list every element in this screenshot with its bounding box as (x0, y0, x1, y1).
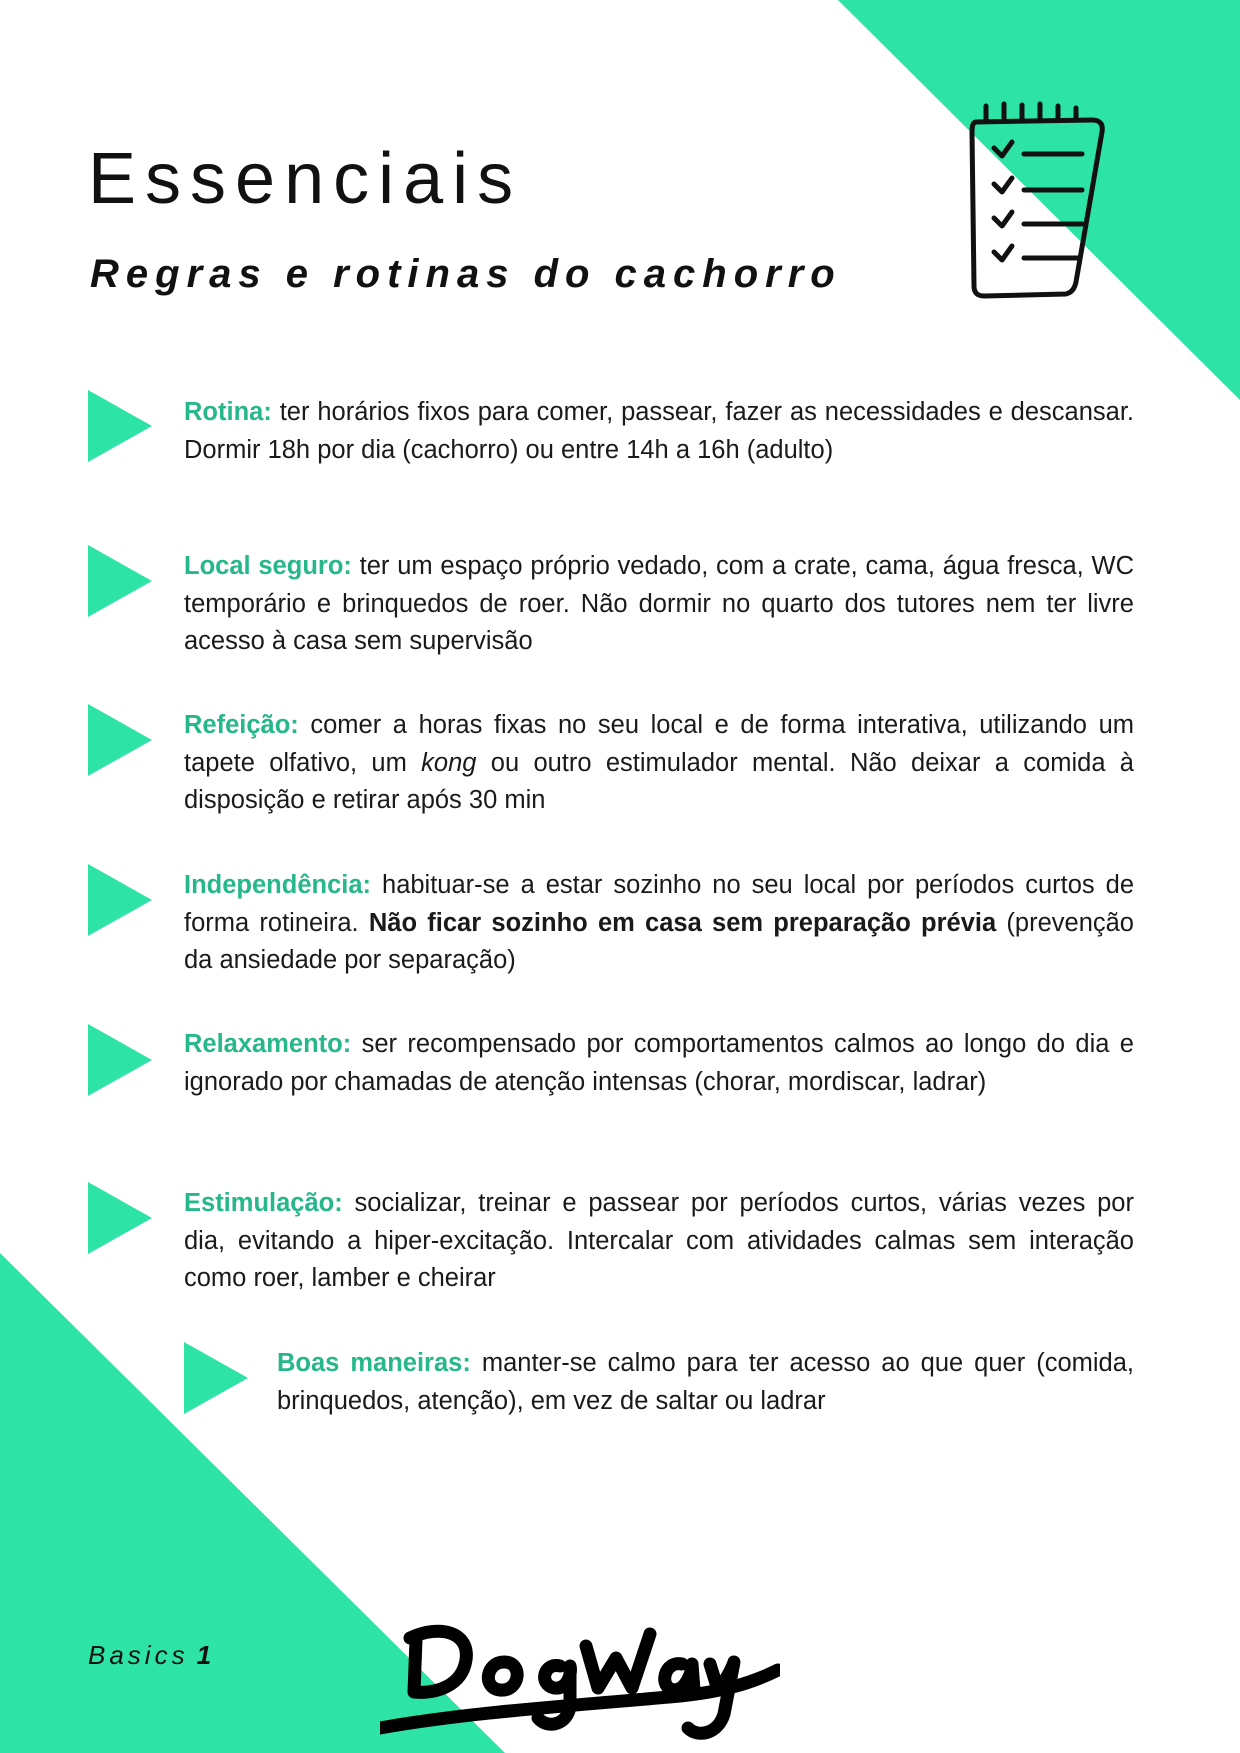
item-body: comer a horas fixas no seu local e de forma interativa, utilizando um tapete olfativo, um (184, 711, 1134, 777)
triangle-bullet-icon (88, 1182, 152, 1254)
item-text (184, 707, 1134, 820)
item-label: Refeição: (184, 711, 299, 739)
item-body: ter um espaço próprio vedado, com a crate, cama, água fresca, WC temporário e brinquedos de roer. Não dormir no quarto dos tutores nem ter livre acesso à casa sem supervisão (184, 552, 1134, 655)
item-text (184, 394, 1134, 469)
page-title: Essenciais (88, 139, 523, 219)
triangle-bullet-icon (88, 1024, 152, 1096)
item-text (184, 1185, 1134, 1298)
item-body: socializar, treinar e passear por períodos curtos, várias vezes por dia, evitando a hiper-excitação. Intercalar com atividades calmas sem interação como roer, lamber e cheirar (184, 1189, 1134, 1292)
item-body-cont: ou outro estimulador mental. Não deixar a comida à disposição e retirar após 30 min (184, 748, 1134, 814)
dogway-logo (380, 1610, 780, 1750)
item-body: habituar-se a estar sozinho no seu local por períodos curtos de forma rotineira. (184, 871, 1134, 937)
checklist-icon (962, 98, 1112, 308)
item-body-cont: (prevenção da ansiedade por separação) (184, 908, 1134, 974)
triangle-bullet-icon (88, 390, 152, 462)
item-label: Independência: (184, 871, 372, 899)
triangle-bullet-icon (88, 704, 152, 776)
item-body: manter-se calmo para ter acesso ao que quer (comida, brinquedos, atenção), em vez de saltar ou ladrar (277, 1349, 1135, 1415)
item-body: ser recompensado por comportamentos calmos ao longo do dia e ignorado por chamadas de atenção intensas (chorar, mordiscar, ladrar) (184, 1030, 1134, 1096)
item-text (184, 548, 1134, 661)
item-label: Boas maneiras: (277, 1349, 471, 1377)
item-body: ter horários fixos para comer, passear, fazer as necessidades e descansar. Dormir 18h por dia (cachorro) ou entre 14h a 16h (adulto) (184, 398, 1134, 464)
item-text (277, 1345, 1134, 1420)
item-label: Local seguro: (184, 552, 352, 580)
item-text (184, 1026, 1134, 1101)
footer-series-label (88, 1640, 211, 1671)
triangle-bullet-icon (88, 545, 152, 617)
item-label: Rotina: (184, 398, 272, 426)
item-emphasis: kong (421, 748, 477, 777)
item-label: Relaxamento: (184, 1030, 352, 1058)
footer-series: Basics (88, 1640, 189, 1670)
triangle-bullet-icon (88, 864, 152, 936)
item-strong: Não ficar sozinho em casa sem preparação prévia (368, 908, 997, 937)
footer-page-number: 1 (196, 1640, 212, 1670)
item-text (184, 867, 1134, 980)
triangle-bullet-icon (184, 1342, 248, 1414)
item-label: Estimulação: (184, 1189, 343, 1217)
page-subtitle: Regras e rotinas do cachorro (90, 252, 842, 296)
